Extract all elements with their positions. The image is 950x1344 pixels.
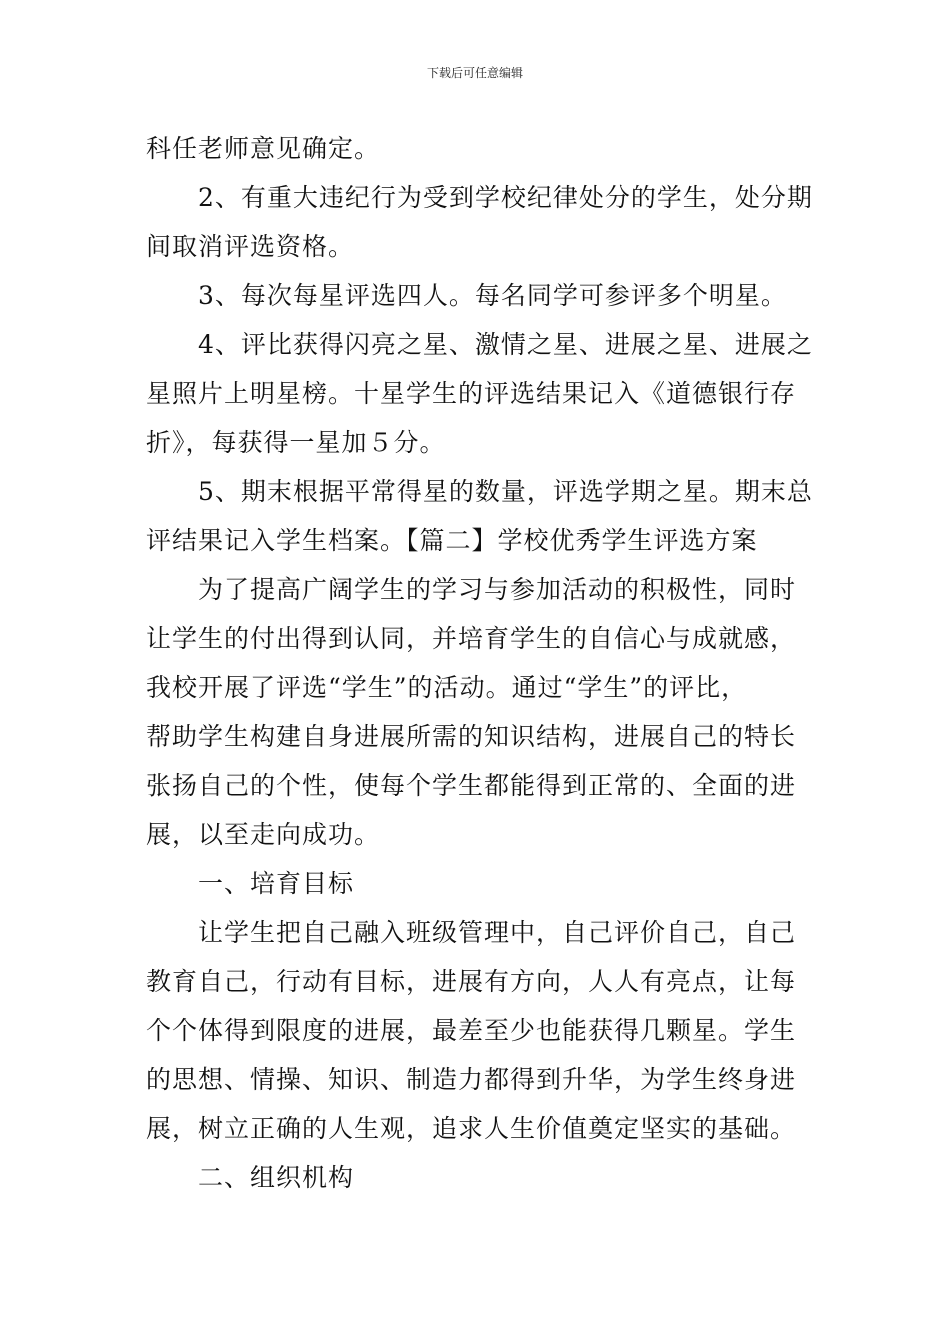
text-line: 4、评比获得闪亮之星、激情之星、进展之星、进展之 <box>198 330 813 359</box>
section-heading-goals <box>146 859 808 908</box>
text-line: 3、每次每星评选四人。每名同学可参评多个明星。 <box>198 281 787 310</box>
document-body <box>146 124 813 1202</box>
text-line: 教育自己，行动有目标，进展有方向，人人有亮点，让每 <box>146 967 797 996</box>
text-line: 展，以至走向成功。 <box>146 820 381 849</box>
text-line: 评结果记入学生档案。【篇二】学校优秀学生评选方案 <box>146 526 758 555</box>
text-line: 间取消评选资格。 <box>146 232 355 261</box>
paragraph-item-2 <box>146 173 813 271</box>
paragraph-item-3 <box>146 271 808 320</box>
text-line: 为了提高广阔学生的学习与参加活动的积极性，同时 <box>198 575 797 604</box>
section-heading-organization <box>146 1153 808 1202</box>
paragraph-goals <box>146 908 808 1153</box>
text-line: 5、期末根据平常得星的数量，评选学期之星。期末总 <box>198 477 813 506</box>
paragraph-intro <box>146 565 808 859</box>
text-line: 2、有重大违纪行为受到学校纪律处分的学生，处分期 <box>198 183 813 212</box>
text-line: 个个体得到限度的进展，最差至少也能获得几颗星。学生 <box>146 1016 797 1045</box>
paragraph-continuation <box>146 124 808 173</box>
paragraph-item-4 <box>146 320 813 467</box>
text-line: 科任老师意见确定。 <box>146 134 381 163</box>
text-line: 张扬自己的个性，使每个学生都能得到正常的、全面的进 <box>146 771 797 800</box>
paragraph-item-5 <box>146 467 813 565</box>
text-line: 折》，每获得一星加５分。 <box>146 428 446 457</box>
text-line: 二、组织机构 <box>198 1163 355 1192</box>
header-text: 下载后可任意编辑 <box>426 66 523 80</box>
text-line: 一、培育目标 <box>198 869 355 898</box>
text-line: 展，树立正确的人生观，追求人生价值奠定坚实的基础。 <box>146 1114 797 1143</box>
text-line: 让学生的付出得到认同，并培育学生的自信心与成就感， <box>146 624 797 653</box>
text-line: 的思想、情操、知识、制造力都得到升华，为学生终身进 <box>146 1065 797 1094</box>
text-line: 星照片上明星榜。十星学生的评选结果记入《道德银行存 <box>146 379 797 408</box>
text-line: 我校开展了评选“学生”的活动。通过“学生”的评比， <box>146 673 748 702</box>
text-line: 帮助学生构建自身进展所需的知识结构，进展自己的特长 <box>146 722 797 751</box>
text-line: 让学生把自己融入班级管理中，自己评价自己，自己 <box>198 918 797 947</box>
page-header <box>0 65 950 81</box>
